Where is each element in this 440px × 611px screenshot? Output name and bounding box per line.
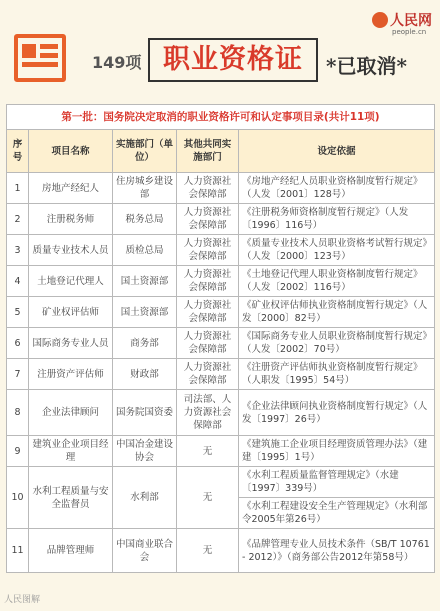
page-subtitle: *已取消* bbox=[326, 54, 407, 78]
row-dept: 中国商业联合会 bbox=[113, 529, 177, 573]
row-other: 无 bbox=[177, 467, 239, 529]
row-basis: 《国际商务专业人员职业资格制度暂行规定》（人发〔2002〕70号） bbox=[239, 328, 435, 359]
table-row bbox=[7, 467, 435, 498]
table-row bbox=[7, 436, 435, 467]
row-number: 10 bbox=[7, 467, 29, 529]
page-title: 职业资格证 bbox=[148, 38, 318, 82]
row-basis: 《注册税务师资格制度暂行规定》（人发〔1996〕116号） bbox=[239, 204, 435, 235]
row-dept: 国土资源部 bbox=[113, 266, 177, 297]
table-row bbox=[7, 328, 435, 359]
watermark: 人民图解 bbox=[4, 595, 41, 605]
row-basis: 《建筑施工企业项目经理资质管理办法》（建建〔1995〕1号） bbox=[239, 436, 435, 467]
row-other: 司法部、人力资源社会保障部 bbox=[177, 390, 239, 436]
row-number: 5 bbox=[7, 297, 29, 328]
row-basis: 《注册资产评估师执业资格制度暂行规定》（人职发〔1995〕54号） bbox=[239, 359, 435, 390]
page-header bbox=[0, 0, 440, 100]
row-name: 质量专业技术人员 bbox=[29, 235, 113, 266]
table-caption: 第一批：国务院决定取消的职业资格许可和认定事项目录(共计11项) bbox=[7, 105, 435, 130]
row-name: 土地登记代理人 bbox=[29, 266, 113, 297]
column-header-basis: 设定依据 bbox=[239, 130, 435, 173]
table-row bbox=[7, 235, 435, 266]
row-basis: 《企业法律顾问执业资格制度暂行规定》（人发〔1997〕26号） bbox=[239, 390, 435, 436]
row-dept: 商务部 bbox=[113, 328, 177, 359]
row-basis: 《品牌管理专业人员技术条件（SB/T 10761 - 2012）》（商务部公告2012年第58号） bbox=[239, 529, 435, 573]
row-basis: 《水利工程质量监督管理规定》（水建〔1997〕339号） bbox=[239, 467, 435, 498]
row-name: 水利工程质量与安全监督员 bbox=[29, 467, 113, 529]
column-header-other: 其他共同实施部门 bbox=[177, 130, 239, 173]
row-other: 人力资源社会保障部 bbox=[177, 266, 239, 297]
row-other: 人力资源社会保障部 bbox=[177, 235, 239, 266]
row-number: 6 bbox=[7, 328, 29, 359]
brand-name: 人民网 bbox=[390, 13, 432, 29]
row-other: 人力资源社会保障部 bbox=[177, 359, 239, 390]
row-number: 9 bbox=[7, 436, 29, 467]
row-other: 人力资源社会保障部 bbox=[177, 173, 239, 204]
row-name: 企业法律顾问 bbox=[29, 390, 113, 436]
table-row bbox=[7, 266, 435, 297]
row-basis: 《土地登记代理人职业资格制度暂行规定》（人发〔2002〕116号） bbox=[239, 266, 435, 297]
row-basis: 《房地产经纪人员职业资格制度暂行规定》（人发〔2001〕128号） bbox=[239, 173, 435, 204]
row-number: 2 bbox=[7, 204, 29, 235]
row-number: 11 bbox=[7, 529, 29, 573]
row-dept: 税务总局 bbox=[113, 204, 177, 235]
row-name: 国际商务专业人员 bbox=[29, 328, 113, 359]
row-basis: 《矿业权评估师执业资格制度暂行规定》（人发〔2000〕82号） bbox=[239, 297, 435, 328]
row-dept: 质检总局 bbox=[113, 235, 177, 266]
row-dept: 国务院国资委 bbox=[113, 390, 177, 436]
row-dept: 水利部 bbox=[113, 467, 177, 529]
row-number: 8 bbox=[7, 390, 29, 436]
row-dept: 国土资源部 bbox=[113, 297, 177, 328]
brand-url: people.cn bbox=[392, 28, 427, 36]
brand-logo bbox=[372, 8, 434, 38]
newspaper-icon bbox=[14, 34, 70, 86]
row-other: 人力资源社会保障部 bbox=[177, 297, 239, 328]
row-name: 矿业权评估师 bbox=[29, 297, 113, 328]
row-name: 房地产经纪人 bbox=[29, 173, 113, 204]
row-number: 1 bbox=[7, 173, 29, 204]
row-name: 建筑业企业项目经理 bbox=[29, 436, 113, 467]
row-name: 品牌管理师 bbox=[29, 529, 113, 573]
row-name: 注册税务师 bbox=[29, 204, 113, 235]
item-count: 149项 bbox=[92, 53, 142, 72]
row-basis: 《质量专业技术人员职业资格考试暂行规定》（人发〔2000〕123号） bbox=[239, 235, 435, 266]
row-basis: 《水利工程建设安全生产管理规定》（水利部令2005年第26号） bbox=[239, 498, 435, 529]
column-header-name: 项目名称 bbox=[29, 130, 113, 173]
row-dept: 住房城乡建设部 bbox=[113, 173, 177, 204]
table-row bbox=[7, 359, 435, 390]
row-other: 人力资源社会保障部 bbox=[177, 204, 239, 235]
row-other: 人力资源社会保障部 bbox=[177, 328, 239, 359]
table-row bbox=[7, 529, 435, 573]
brand-mark-icon bbox=[372, 12, 388, 28]
column-header-no: 序号 bbox=[7, 130, 29, 173]
table-row bbox=[7, 390, 435, 436]
row-number: 3 bbox=[7, 235, 29, 266]
qualification-table bbox=[6, 104, 434, 573]
row-number: 4 bbox=[7, 266, 29, 297]
row-other: 无 bbox=[177, 529, 239, 573]
table-row bbox=[7, 204, 435, 235]
row-name: 注册资产评估师 bbox=[29, 359, 113, 390]
row-number: 7 bbox=[7, 359, 29, 390]
row-dept: 中国冶金建设协会 bbox=[113, 436, 177, 467]
table-row bbox=[7, 173, 435, 204]
table-row bbox=[7, 297, 435, 328]
row-other: 无 bbox=[177, 436, 239, 467]
row-dept: 财政部 bbox=[113, 359, 177, 390]
column-header-dept: 实施部门（单位） bbox=[113, 130, 177, 173]
